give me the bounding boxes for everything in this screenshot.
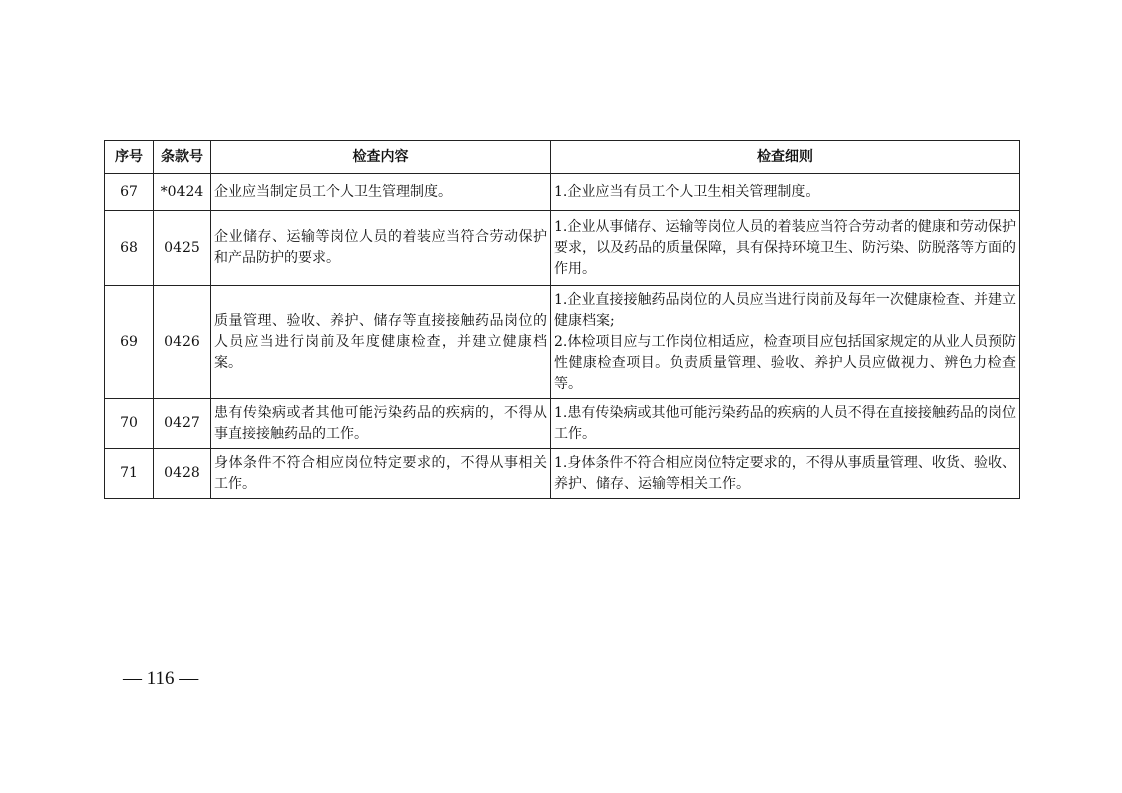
row-inspection-content: 企业应当制定员工个人卫生管理制度。 [211, 174, 551, 211]
row-serial-number: 71 [105, 449, 154, 499]
row-inspection-content: 身体条件不符合相应岗位特定要求的，不得从事相关工作。 [211, 449, 551, 499]
row-inspection-content: 质量管理、验收、养护、储存等直接接触药品岗位的人员应当进行岗前及年度健康检查，并建立健康档案。 [211, 286, 551, 399]
row-inspection-details: 1.企业直接接触药品岗位的人员应当进行岗前及每年一次健康检查、并建立健康档案; 2.体检项目应与工作岗位相适应，检查项目应包括国家规定的从业人员预防性健康检查项目。负责质量管理、验收、养护人员应做视力、辨色力检查等。 [551, 286, 1020, 399]
row-serial-number: 70 [105, 399, 154, 449]
table-row [105, 399, 1020, 449]
row-serial-number: 68 [105, 211, 154, 286]
page-number: 116 [146, 668, 175, 689]
table-row [105, 174, 1020, 211]
row-serial-number: 67 [105, 174, 154, 211]
row-inspection-content: 企业储存、运输等岗位人员的着装应当符合劳动保护和产品防护的要求。 [211, 211, 551, 286]
row-serial-number: 69 [105, 286, 154, 399]
dash-left: — [123, 668, 142, 689]
table-header-row [105, 141, 1020, 174]
header-inspection-details: 检查细则 [551, 141, 1020, 174]
row-clause-number: 0425 [154, 211, 211, 286]
row-inspection-details: 1.企业从事储存、运输等岗位人员的着装应当符合劳动者的健康和劳动保护要求，以及药品的质量保障，具有保持环境卫生、防污染、防脱落等方面的作用。 [551, 211, 1020, 286]
row-clause-number: 0426 [154, 286, 211, 399]
dash-right: — [179, 668, 199, 689]
table-row [105, 286, 1020, 399]
header-serial-number: 序号 [105, 141, 154, 174]
row-inspection-details: 1.身体条件不符合相应岗位特定要求的，不得从事质量管理、收货、验收、养护、储存、运输等相关工作。 [551, 449, 1020, 499]
table-row [105, 211, 1020, 286]
page-footer [123, 668, 198, 690]
inspection-table [104, 140, 1020, 499]
header-clause-number: 条款号 [154, 141, 211, 174]
row-clause-number: 0427 [154, 399, 211, 449]
row-inspection-content: 患有传染病或者其他可能污染药品的疾病的，不得从事直接接触药品的工作。 [211, 399, 551, 449]
row-inspection-details: 1.企业应当有员工个人卫生相关管理制度。 [551, 174, 1020, 211]
table-row [105, 449, 1020, 499]
row-clause-number: *0424 [154, 174, 211, 211]
row-clause-number: 0428 [154, 449, 211, 499]
row-inspection-details: 1.患有传染病或其他可能污染药品的疾病的人员不得在直接接触药品的岗位工作。 [551, 399, 1020, 449]
header-inspection-content: 检查内容 [211, 141, 551, 174]
